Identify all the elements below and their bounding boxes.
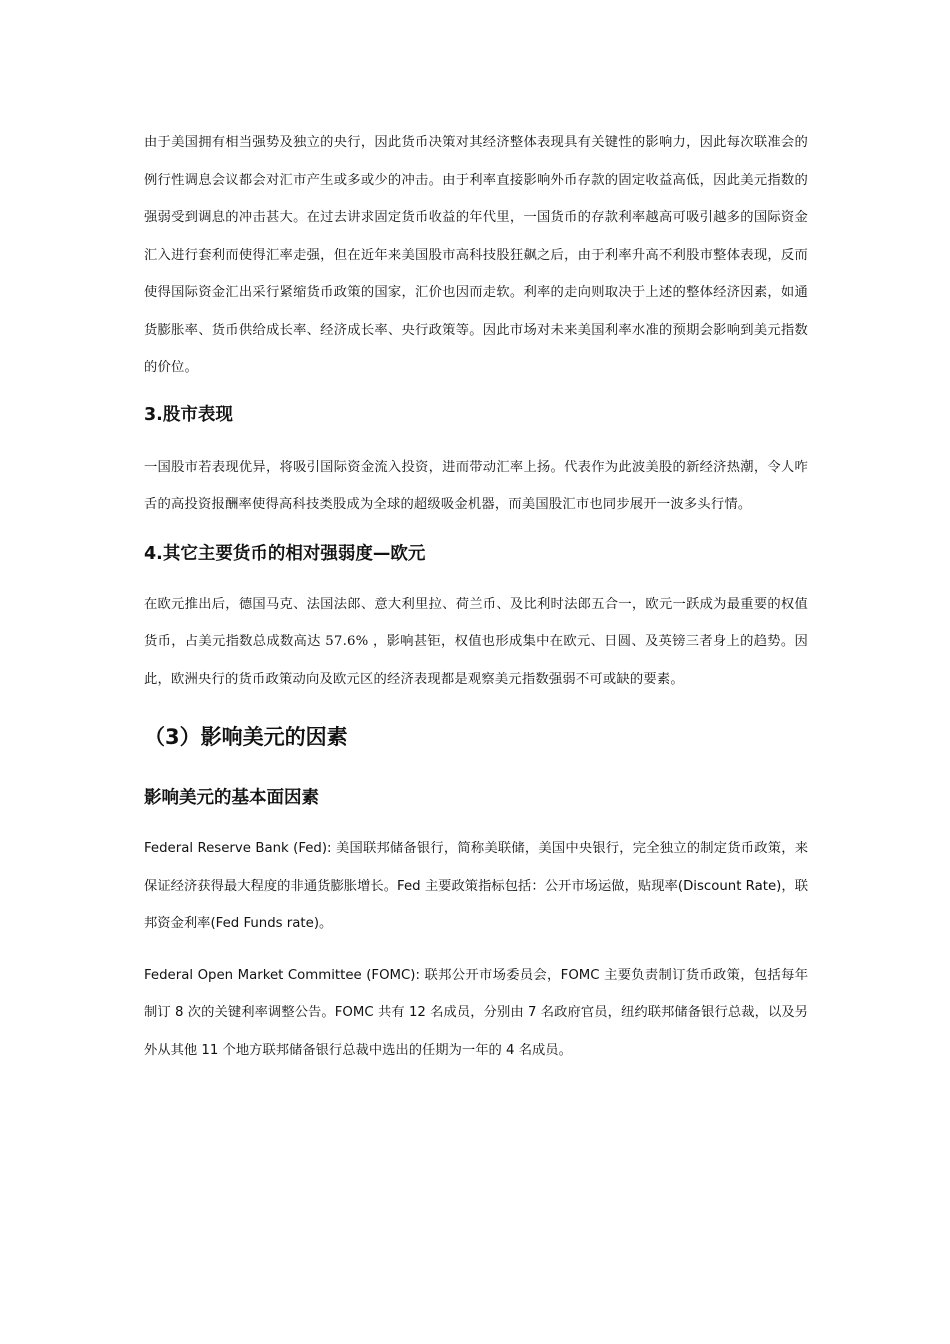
heading-stock-market: 3.股市表现 xyxy=(144,404,233,425)
heading-euro: 4.其它主要货币的相对强弱度—欧元 xyxy=(144,543,426,564)
paragraph-stock-market: 一国股市若表现优异，将吸引国际资金流入投资，进而带动汇率上扬。代表作为此波美股的新经济热潮，令人咋舌的高投资报酬率使得高科技类股成为全球的超级吸金机器，而美国股汇市也同步展开一波多头行情。 xyxy=(144,459,808,512)
document-page xyxy=(144,124,808,1069)
paragraph-fed: Federal Reserve Bank (Fed): 美国联邦储备银行，简称美联储，美国中央银行，完全独立的制定货币政策，来保证经济获得最大程度的非通货膨胀增长。Fed 主要政策指标包括：公开市场运做，贴现率(Discount Rate)，联邦资金利率(Fed Funds rate)。 xyxy=(144,841,808,931)
heading-section-3: （3）影响美元的因素 xyxy=(144,725,348,749)
paragraph-interest-rate: 由于美国拥有相当强势及独立的央行，因此货币决策对其经济整体表现具有关键性的影响力，因此每次联准会的例行性调息会议都会对汇市产生或多或少的冲击。由于利率直接影响外币存款的固定收益高低，因此美元指数的强弱受到调息的冲击甚大。在过去讲求固定货币收益的年代里，一国货币的存款利率越高可吸引越多的国际资金汇入进行套利而使得汇率走强，但在近年来美国股市高科技股狂飙之后，由于利率升高不利股市整体表现，反而使得国际资金汇出采行紧缩货币政策的国家，汇价也因而走软。利率的走向则取决于上述的整体经济因素，如通货膨胀率、货币供给成长率、经济成长率、央行政策等。因此市场对未来美国利率水准的预期会影响到美元指数的价位。 xyxy=(144,135,808,375)
paragraph-fomc: Federal Open Market Committee (FOMC): 联邦公开市场委员会，FOMC 主要负责制订货币政策，包括每年制订 8 次的关键利率调整公告。FOMC 共有 12 名成员，分别由 7 名政府官员，纽约联邦储备银行总裁，以及另外从其他 11 个地方联邦储备银行总裁中选出的任期为一年的 4 名成员。 xyxy=(144,967,808,1058)
paragraph-euro: 在欧元推出后，德国马克、法国法郎、意大利里拉、荷兰币、及比利时法郎五合一，欧元一跃成为最重要的权值货币，占美元指数总成数高达 57.6% ，影响甚钜，权值也形成集中在欧元、日圆、及英镑三者身上的趋势。因此，欧洲央行的货币政策动向及欧元区的经济表现都是观察美元指数强弱不可或缺的要素。 xyxy=(144,596,808,687)
heading-fundamentals: 影响美元的基本面因素 xyxy=(144,788,319,808)
